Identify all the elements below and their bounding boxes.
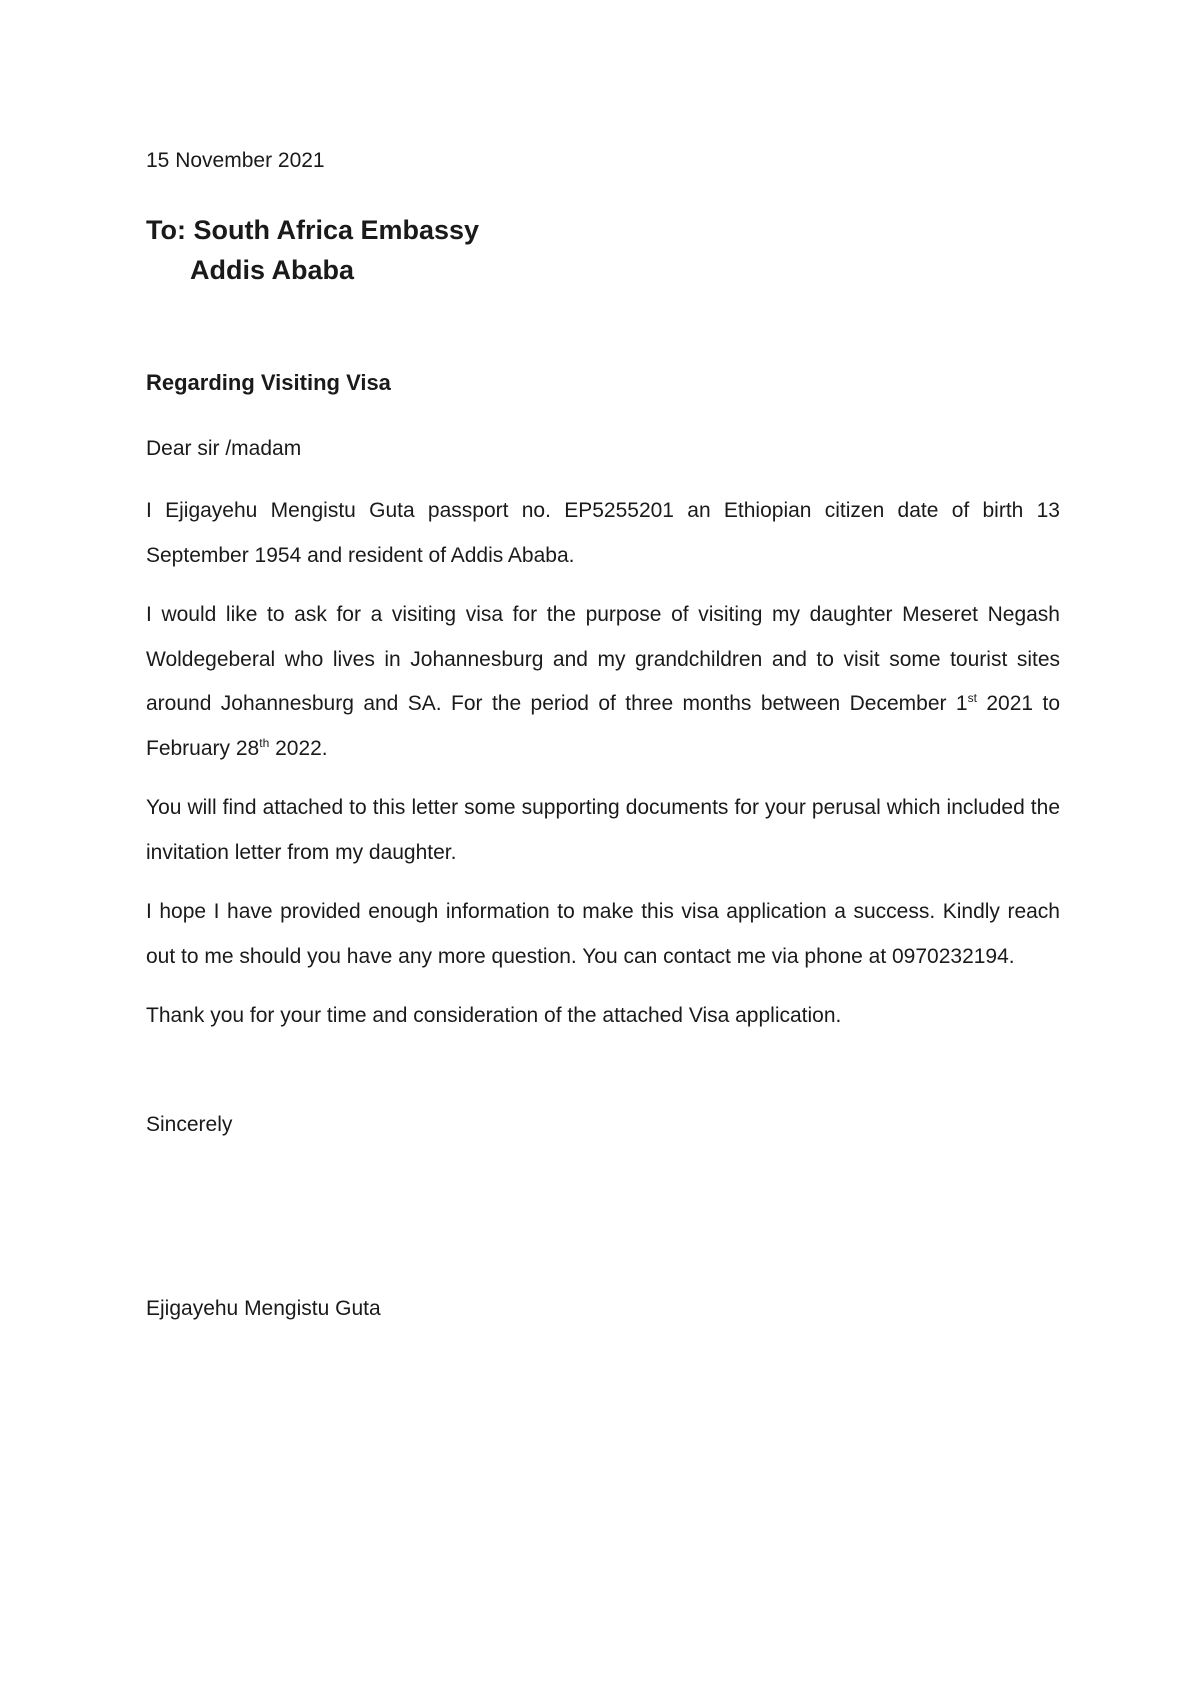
paragraph-visa-request — [146, 593, 1060, 771]
recipient-block — [146, 210, 479, 290]
ordinal-suffix: th — [259, 735, 270, 750]
paragraph-visa-request-text-1: I would like to ask for a visiting visa for the purpose of visiting my daughter Meseret Negash Woldegeberal who lives in Johannesburg and my grandchildren and to visit some tourist sites around Johannesburg and SA. For the period of three months between December 1 — [146, 603, 1060, 715]
paragraph-contact: I hope I have provided enough information to make this visa application a success. Kindly reach out to me should you have any more question. You can contact me via phone at 0970232194. — [146, 900, 1060, 968]
paragraph-thanks: Thank you for your time and consideration of the attached Visa application. — [146, 1004, 842, 1027]
body-paragraphs — [146, 489, 1060, 1054]
recipient-line-1: To: South Africa Embassy — [146, 215, 480, 245]
paragraph-visa-request-text-2: 2021 to February 28 — [146, 692, 1060, 760]
paragraph-attachments: You will find attached to this letter some supporting documents for your perusal which included the invitation letter from my daughter. — [146, 796, 1060, 864]
paragraph-identity: I Ejigayehu Mengistu Guta passport no. EP5255201 an Ethiopian citizen date of birth 13 September 1954 and resident of Addis Ababa. — [146, 499, 1060, 567]
signature-name: Ejigayehu Mengistu Guta — [146, 1297, 381, 1320]
salutation: Dear sir /madam — [146, 437, 302, 460]
closing: Sincerely — [146, 1113, 233, 1136]
ordinal-suffix: st — [967, 691, 977, 705]
letter-subject: Regarding Visiting Visa — [146, 370, 391, 395]
recipient-line-2: Addis Ababa — [190, 255, 355, 285]
paragraph-visa-request-text-3: 2022. — [269, 736, 328, 760]
letter-date: 15 November 2021 — [146, 149, 325, 172]
